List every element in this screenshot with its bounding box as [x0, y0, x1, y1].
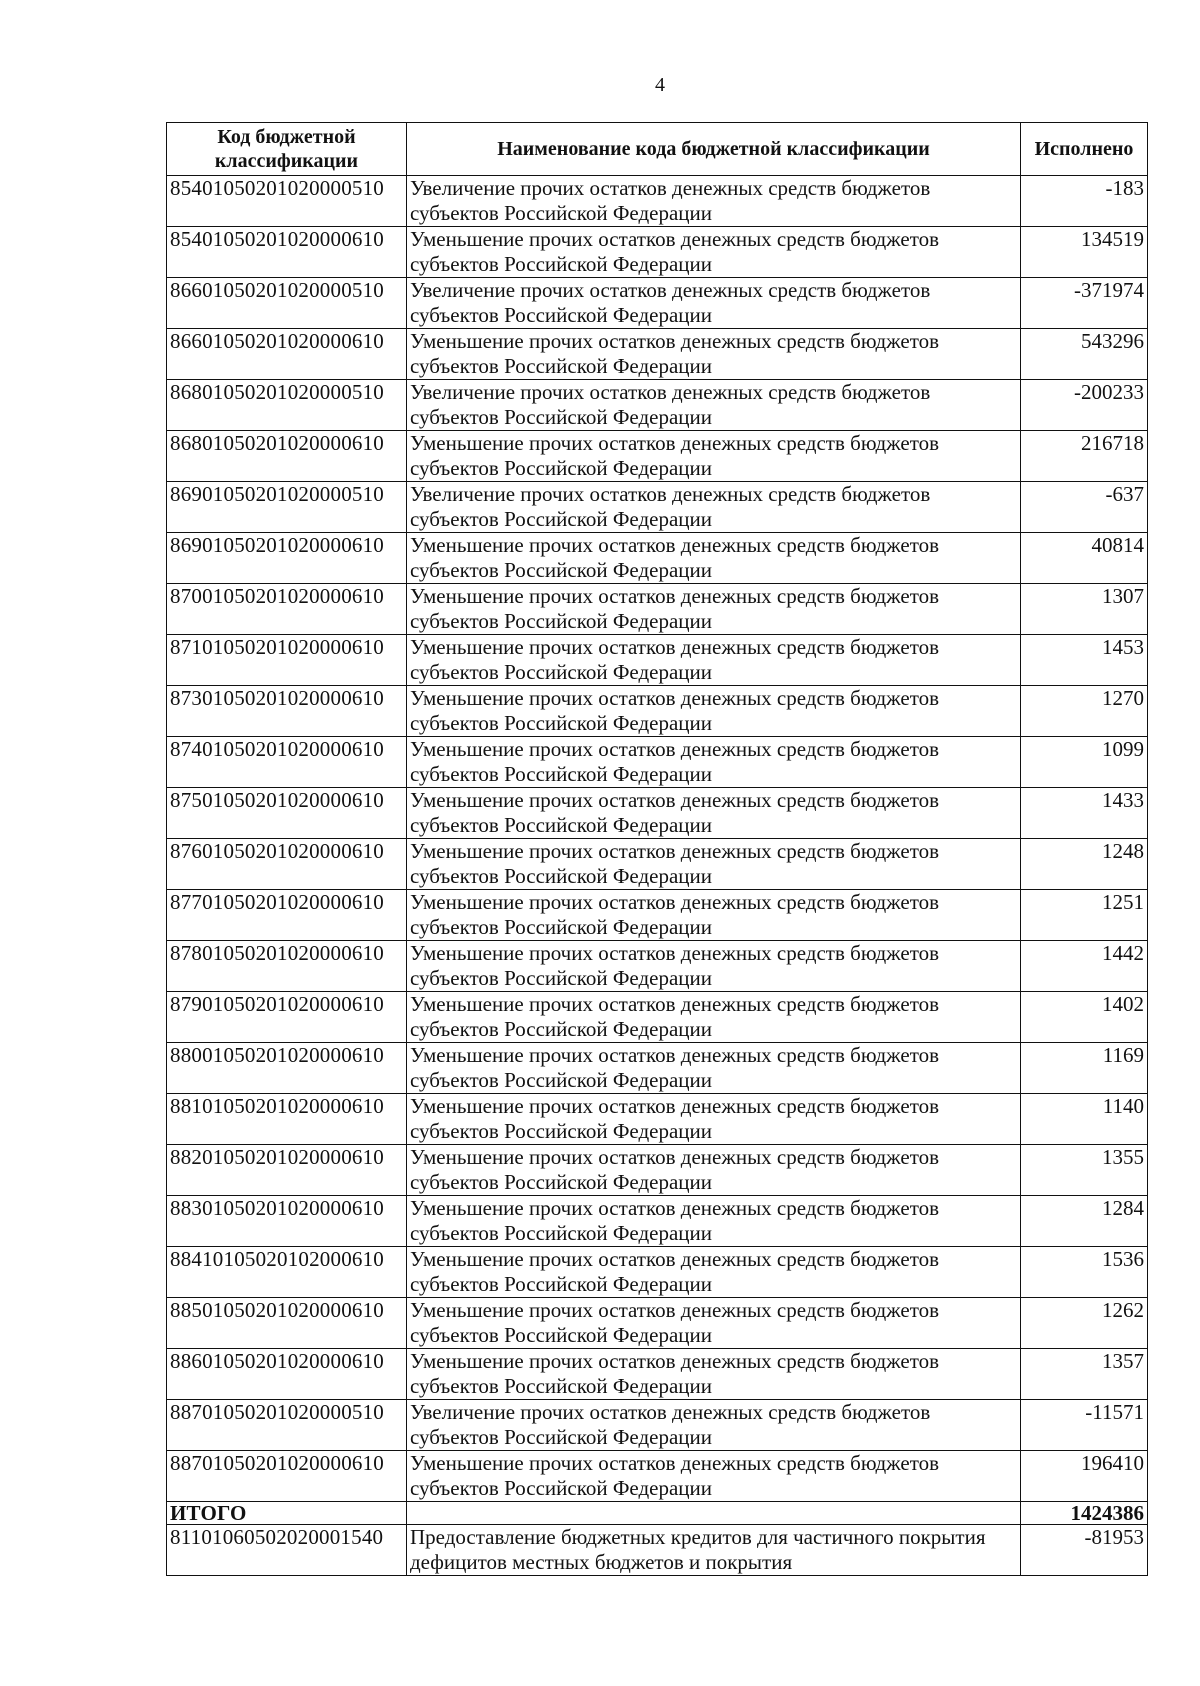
row-name: Уменьшение прочих остатков денежных средств бюджетов субъектов Российской Федерации — [407, 227, 1021, 278]
row-code: 88501050201020000610 — [167, 1298, 407, 1349]
row-name: Увеличение прочих остатков денежных средств бюджетов субъектов Российской Федерации — [407, 380, 1021, 431]
row-code: 87301050201020000610 — [167, 686, 407, 737]
row-name: Уменьшение прочих остатков денежных средств бюджетов субъектов Российской Федерации — [407, 1145, 1021, 1196]
row-code: 87901050201020000610 — [167, 992, 407, 1043]
row-value: 1453 — [1021, 635, 1148, 686]
row-name: Уменьшение прочих остатков денежных средств бюджетов субъектов Российской Федерации — [407, 788, 1021, 839]
row-name: Уменьшение прочих остатков денежных средств бюджетов субъектов Российской Федерации — [407, 1451, 1021, 1502]
row-code: 86601050201020000610 — [167, 329, 407, 380]
row-value: 1442 — [1021, 941, 1148, 992]
row-name: Уменьшение прочих остатков денежных средств бюджетов субъектов Российской Федерации — [407, 1298, 1021, 1349]
table-row — [167, 788, 1148, 839]
row-code: 87801050201020000610 — [167, 941, 407, 992]
row-value: 40814 — [1021, 533, 1148, 584]
row-code: 88701050201020000510 — [167, 1400, 407, 1451]
row-name: Уменьшение прочих остатков денежных средств бюджетов субъектов Российской Федерации — [407, 1247, 1021, 1298]
row-code: 86901050201020000510 — [167, 482, 407, 533]
budget-table — [166, 122, 1148, 1576]
row-name: Увеличение прочих остатков денежных средств бюджетов субъектов Российской Федерации — [407, 482, 1021, 533]
table-row — [167, 176, 1148, 227]
row-name: Уменьшение прочих остатков денежных средств бюджетов субъектов Российской Федерации — [407, 329, 1021, 380]
row-code: 88101050201020000610 — [167, 1094, 407, 1145]
table-row — [167, 278, 1148, 329]
row-value: 1284 — [1021, 1196, 1148, 1247]
row-code: 81101060502020001540 — [167, 1525, 407, 1576]
row-value: -81953 — [1021, 1525, 1148, 1576]
table-row — [167, 635, 1148, 686]
row-name: Уменьшение прочих остатков денежных средств бюджетов субъектов Российской Федерации — [407, 1043, 1021, 1094]
table-row — [167, 992, 1148, 1043]
table-row — [167, 1400, 1148, 1451]
table-row — [167, 1043, 1148, 1094]
row-value: 196410 — [1021, 1451, 1148, 1502]
row-code: 88201050201020000610 — [167, 1145, 407, 1196]
row-value: 1355 — [1021, 1145, 1148, 1196]
row-value: 1248 — [1021, 839, 1148, 890]
row-code: 88601050201020000610 — [167, 1349, 407, 1400]
row-code: 85401050201020000610 — [167, 227, 407, 278]
table-row — [167, 584, 1148, 635]
table-row — [167, 533, 1148, 584]
header-name: Наименование кода бюджетной классификации — [407, 123, 1021, 176]
row-value: 134519 — [1021, 227, 1148, 278]
row-name: Уменьшение прочих остатков денежных средств бюджетов субъектов Российской Федерации — [407, 533, 1021, 584]
total-label: ИТОГО — [167, 1502, 407, 1525]
table-body — [167, 176, 1148, 1576]
row-value: -183 — [1021, 176, 1148, 227]
row-code: 88410105020102000610 — [167, 1247, 407, 1298]
row-value: 1140 — [1021, 1094, 1148, 1145]
header-code: Код бюджетной классификации — [167, 123, 407, 176]
table-row — [167, 941, 1148, 992]
table-row — [167, 329, 1148, 380]
row-value: 1536 — [1021, 1247, 1148, 1298]
table-row — [167, 890, 1148, 941]
row-name: Уменьшение прочих остатков денежных средств бюджетов субъектов Российской Федерации — [407, 1094, 1021, 1145]
row-code: 87601050201020000610 — [167, 839, 407, 890]
row-name: Уменьшение прочих остатков денежных средств бюджетов субъектов Российской Федерации — [407, 584, 1021, 635]
table-header-row — [167, 123, 1148, 176]
row-code: 86901050201020000610 — [167, 533, 407, 584]
total-value: 1424386 — [1021, 1502, 1148, 1525]
total-row — [167, 1502, 1148, 1525]
row-name: Уменьшение прочих остатков денежных средств бюджетов субъектов Российской Федерации — [407, 992, 1021, 1043]
row-value: 1307 — [1021, 584, 1148, 635]
row-code: 87101050201020000610 — [167, 635, 407, 686]
row-value: -200233 — [1021, 380, 1148, 431]
row-value: -11571 — [1021, 1400, 1148, 1451]
row-name: Уменьшение прочих остатков денежных средств бюджетов субъектов Российской Федерации — [407, 890, 1021, 941]
row-value: 1169 — [1021, 1043, 1148, 1094]
table-row — [167, 227, 1148, 278]
row-value: 543296 — [1021, 329, 1148, 380]
row-name: Уменьшение прочих остатков денежных средств бюджетов субъектов Российской Федерации — [407, 431, 1021, 482]
row-name: Увеличение прочих остатков денежных средств бюджетов субъектов Российской Федерации — [407, 176, 1021, 227]
header-executed: Исполнено — [1021, 123, 1148, 176]
row-code: 87001050201020000610 — [167, 584, 407, 635]
row-name: Увеличение прочих остатков денежных средств бюджетов субъектов Российской Федерации — [407, 1400, 1021, 1451]
table-row — [167, 1349, 1148, 1400]
table-row — [167, 1196, 1148, 1247]
page-number: 4 — [655, 74, 665, 96]
row-name: Предоставление бюджетных кредитов для частичного покрытия дефицитов местных бюджетов и покрытия — [407, 1525, 1021, 1576]
table-row — [167, 1247, 1148, 1298]
row-name: Уменьшение прочих остатков денежных средств бюджетов субъектов Российской Федерации — [407, 635, 1021, 686]
table-row — [167, 839, 1148, 890]
row-value: 216718 — [1021, 431, 1148, 482]
row-code: 88701050201020000610 — [167, 1451, 407, 1502]
row-name: Уменьшение прочих остатков денежных средств бюджетов субъектов Российской Федерации — [407, 1196, 1021, 1247]
row-code: 86601050201020000510 — [167, 278, 407, 329]
row-value: 1270 — [1021, 686, 1148, 737]
row-value: 1262 — [1021, 1298, 1148, 1349]
table-row — [167, 431, 1148, 482]
row-value: 1357 — [1021, 1349, 1148, 1400]
row-value: -371974 — [1021, 278, 1148, 329]
row-name: Увеличение прочих остатков денежных средств бюджетов субъектов Российской Федерации — [407, 278, 1021, 329]
row-name: Уменьшение прочих остатков денежных средств бюджетов субъектов Российской Федерации — [407, 941, 1021, 992]
table-row — [167, 737, 1148, 788]
table-row — [167, 1298, 1148, 1349]
table-row — [167, 1094, 1148, 1145]
row-name: Уменьшение прочих остатков денежных средств бюджетов субъектов Российской Федерации — [407, 839, 1021, 890]
row-code: 85401050201020000510 — [167, 176, 407, 227]
row-value: 1433 — [1021, 788, 1148, 839]
row-code: 86801050201020000510 — [167, 380, 407, 431]
row-code: 87501050201020000610 — [167, 788, 407, 839]
row-name: Уменьшение прочих остатков денежных средств бюджетов субъектов Российской Федерации — [407, 1349, 1021, 1400]
table-row — [167, 1525, 1148, 1576]
table-row — [167, 1451, 1148, 1502]
row-value: 1402 — [1021, 992, 1148, 1043]
row-name: Уменьшение прочих остатков денежных средств бюджетов субъектов Российской Федерации — [407, 686, 1021, 737]
row-value: 1251 — [1021, 890, 1148, 941]
table-row — [167, 686, 1148, 737]
total-empty-cell — [407, 1502, 1021, 1525]
table-row — [167, 1145, 1148, 1196]
table-row — [167, 482, 1148, 533]
table-row — [167, 380, 1148, 431]
row-code: 87701050201020000610 — [167, 890, 407, 941]
row-code: 87401050201020000610 — [167, 737, 407, 788]
row-value: 1099 — [1021, 737, 1148, 788]
row-value: -637 — [1021, 482, 1148, 533]
row-code: 88301050201020000610 — [167, 1196, 407, 1247]
row-name: Уменьшение прочих остатков денежных средств бюджетов субъектов Российской Федерации — [407, 737, 1021, 788]
row-code: 88001050201020000610 — [167, 1043, 407, 1094]
row-code: 86801050201020000610 — [167, 431, 407, 482]
